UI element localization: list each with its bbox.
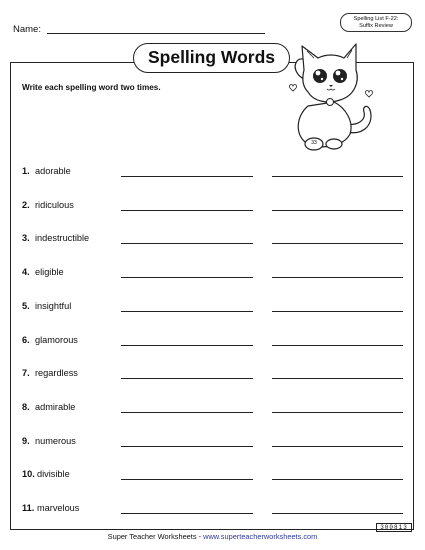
spelling-word: indestructible: [35, 233, 90, 244]
spelling-word: numerous: [35, 435, 76, 446]
spelling-word: ridiculous: [35, 199, 74, 210]
footer-separator: -: [196, 532, 204, 541]
word-row: [22, 469, 412, 483]
spelling-word: marvelous: [37, 503, 80, 513]
list-tag-line-1: Spelling List F-22:: [353, 16, 399, 22]
writing-line-2[interactable]: [272, 513, 403, 514]
writing-line-1[interactable]: [121, 311, 253, 312]
footer: [0, 532, 425, 541]
name-field-line[interactable]: [47, 33, 265, 34]
writing-line-1[interactable]: [121, 412, 253, 413]
writing-line-2[interactable]: [272, 311, 403, 312]
word-number: 5.: [22, 300, 30, 311]
word-row: [22, 503, 412, 517]
word-row: [22, 233, 412, 247]
spelling-word: insightful: [35, 300, 72, 311]
instructions-text: Write each spelling word two times.: [22, 83, 161, 92]
writing-line-1[interactable]: [121, 176, 253, 177]
list-tag: [340, 13, 412, 32]
writing-line-2[interactable]: [272, 210, 403, 211]
writing-line-1[interactable]: [121, 513, 253, 514]
writing-line-1[interactable]: [121, 210, 253, 211]
writing-line-2[interactable]: [272, 412, 403, 413]
word-row: [22, 402, 412, 416]
word-number: 8.: [22, 401, 30, 412]
word-number: 7.: [22, 368, 30, 379]
spelling-word: adorable: [35, 166, 71, 176]
word-number: 2.: [22, 199, 30, 210]
word-row: [22, 166, 412, 180]
writing-line-2[interactable]: [272, 277, 403, 278]
word-row: [22, 200, 412, 214]
writing-line-2[interactable]: [272, 479, 403, 480]
spelling-word: divisible: [37, 469, 70, 480]
list-tag-line-2: Suffix Review: [359, 23, 393, 29]
kitten-illustration: [286, 36, 378, 152]
spelling-word: admirable: [35, 401, 76, 412]
writing-line-1[interactable]: [121, 378, 253, 379]
spelling-word: eligible: [35, 267, 64, 278]
writing-line-2[interactable]: [272, 345, 403, 346]
word-number: 11.: [22, 503, 35, 513]
word-number: 1.: [22, 166, 30, 176]
spelling-word: regardless: [35, 368, 78, 379]
word-row: [22, 436, 412, 450]
word-number: 4.: [22, 267, 30, 278]
word-row: [22, 368, 412, 382]
writing-line-2[interactable]: [272, 378, 403, 379]
worksheet-code: 300813: [376, 523, 412, 532]
writing-line-2[interactable]: [272, 176, 403, 177]
footer-url-link[interactable]: www.superteacherworksheets.com: [203, 532, 318, 541]
word-number: 9.: [22, 435, 30, 446]
writing-line-2[interactable]: [272, 243, 403, 244]
collar-tag-text: 33: [311, 140, 317, 146]
word-number: 10.: [22, 469, 35, 480]
word-row: [22, 267, 412, 281]
word-row: [22, 335, 412, 349]
writing-line-1[interactable]: [121, 479, 253, 480]
footer-site-name: Super Teacher Worksheets: [107, 532, 197, 541]
spelling-word: glamorous: [35, 334, 78, 345]
word-number: 3.: [22, 233, 30, 244]
name-label: Name:: [13, 24, 41, 35]
word-row: [22, 301, 412, 315]
page-title: Spelling Words: [133, 43, 290, 73]
writing-line-1[interactable]: [121, 277, 253, 278]
writing-line-1[interactable]: [121, 243, 253, 244]
word-number: 6.: [22, 334, 30, 345]
writing-line-2[interactable]: [272, 446, 403, 447]
writing-line-1[interactable]: [121, 345, 253, 346]
writing-line-1[interactable]: [121, 446, 253, 447]
